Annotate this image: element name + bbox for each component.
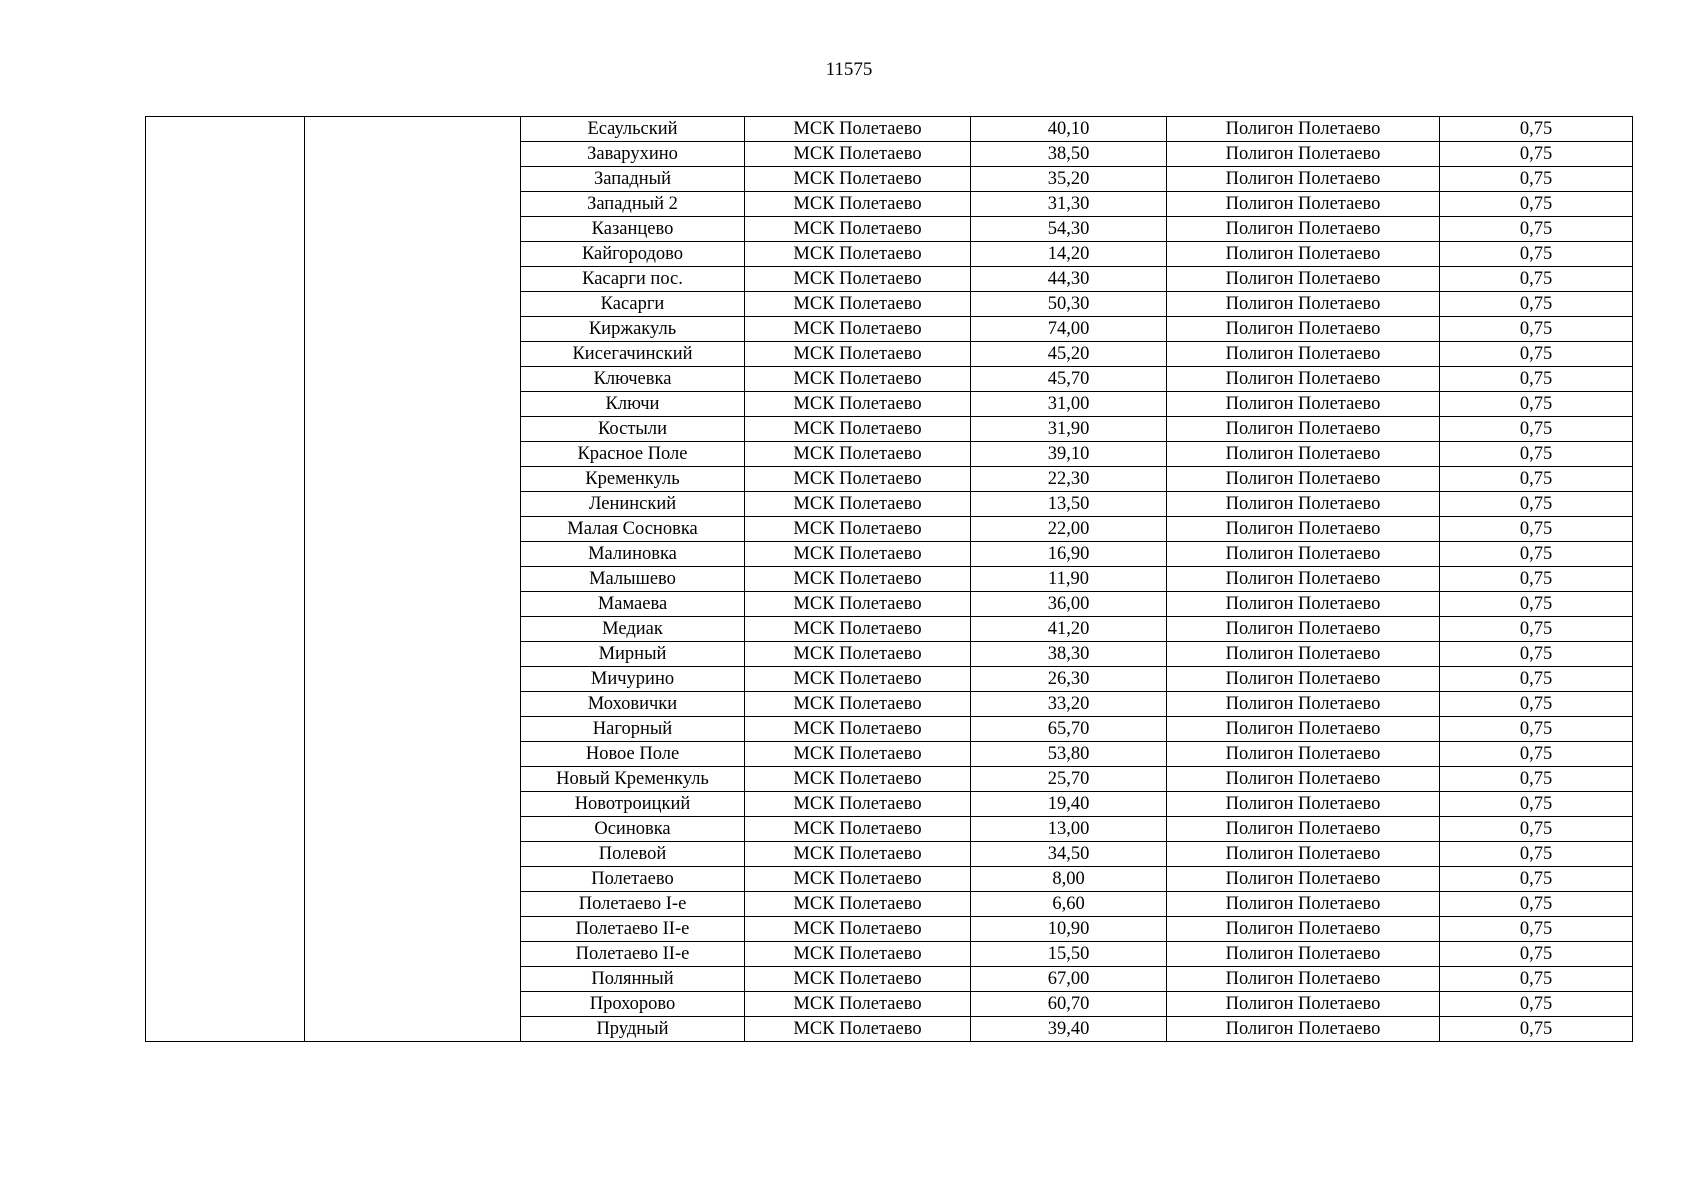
settlement-cell: Полетаево (521, 867, 745, 892)
coefficient-cell: 0,75 (1440, 767, 1633, 792)
settlement-cell: Кайгородово (521, 242, 745, 267)
source-cell: МСК Полетаево (745, 517, 971, 542)
coefficient-cell: 0,75 (1440, 467, 1633, 492)
destination-cell: Полигон Полетаево (1167, 917, 1440, 942)
distance-cell: 41,20 (971, 617, 1167, 642)
destination-cell: Полигон Полетаево (1167, 942, 1440, 967)
coefficient-cell: 0,75 (1440, 192, 1633, 217)
source-cell: МСК Полетаево (745, 892, 971, 917)
settlement-cell: Полянный (521, 967, 745, 992)
distance-cell: 13,50 (971, 492, 1167, 517)
destination-cell: Полигон Полетаево (1167, 667, 1440, 692)
source-cell: МСК Полетаево (745, 392, 971, 417)
source-cell: МСК Полетаево (745, 1017, 971, 1042)
settlement-cell: Касарги пос. (521, 267, 745, 292)
coefficient-cell: 0,75 (1440, 842, 1633, 867)
settlement-cell: Полетаево II-е (521, 917, 745, 942)
destination-cell: Полигон Полетаево (1167, 767, 1440, 792)
destination-cell: Полигон Полетаево (1167, 717, 1440, 742)
source-cell: МСК Полетаево (745, 842, 971, 867)
source-cell: МСК Полетаево (745, 667, 971, 692)
source-cell: МСК Полетаево (745, 417, 971, 442)
destination-cell: Полигон Полетаево (1167, 617, 1440, 642)
destination-cell: Полигон Полетаево (1167, 817, 1440, 842)
source-cell: МСК Полетаево (745, 217, 971, 242)
distance-cell: 11,90 (971, 567, 1167, 592)
source-cell: МСК Полетаево (745, 292, 971, 317)
distance-cell: 16,90 (971, 542, 1167, 567)
destination-cell: Полигон Полетаево (1167, 642, 1440, 667)
destination-cell: Полигон Полетаево (1167, 1017, 1440, 1042)
settlement-cell: Есаульский (521, 117, 745, 142)
coefficient-cell: 0,75 (1440, 867, 1633, 892)
distance-cell: 45,20 (971, 342, 1167, 367)
coefficient-cell: 0,75 (1440, 967, 1633, 992)
settlement-cell: Осиновка (521, 817, 745, 842)
coefficient-cell: 0,75 (1440, 292, 1633, 317)
settlement-cell: Прудный (521, 1017, 745, 1042)
settlement-cell: Красное Поле (521, 442, 745, 467)
distance-cell: 6,60 (971, 892, 1167, 917)
source-cell: МСК Полетаево (745, 742, 971, 767)
destination-cell: Полигон Полетаево (1167, 517, 1440, 542)
coefficient-cell: 0,75 (1440, 1017, 1633, 1042)
coefficient-cell: 0,75 (1440, 217, 1633, 242)
source-cell: МСК Полетаево (745, 967, 971, 992)
distance-cell: 22,30 (971, 467, 1167, 492)
coefficient-cell: 0,75 (1440, 717, 1633, 742)
destination-cell: Полигон Полетаево (1167, 967, 1440, 992)
coefficient-cell: 0,75 (1440, 317, 1633, 342)
settlement-cell: Мамаева (521, 592, 745, 617)
settlement-cell: Полетаево I-е (521, 892, 745, 917)
distance-cell: 50,30 (971, 292, 1167, 317)
destination-cell: Полигон Полетаево (1167, 117, 1440, 142)
destination-cell: Полигон Полетаево (1167, 592, 1440, 617)
coefficient-cell: 0,75 (1440, 242, 1633, 267)
source-cell: МСК Полетаево (745, 717, 971, 742)
source-cell: МСК Полетаево (745, 342, 971, 367)
coefficient-cell: 0,75 (1440, 567, 1633, 592)
coefficient-cell: 0,75 (1440, 692, 1633, 717)
coefficient-cell: 0,75 (1440, 517, 1633, 542)
coefficient-cell: 0,75 (1440, 342, 1633, 367)
settlement-cell: Моховички (521, 692, 745, 717)
coefficient-cell: 0,75 (1440, 892, 1633, 917)
coefficient-cell: 0,75 (1440, 267, 1633, 292)
distance-cell: 40,10 (971, 117, 1167, 142)
coefficient-cell: 0,75 (1440, 117, 1633, 142)
settlement-cell: Полетаево II-е (521, 942, 745, 967)
distance-cell: 39,40 (971, 1017, 1167, 1042)
settlement-cell: Малышево (521, 567, 745, 592)
destination-cell: Полигон Полетаево (1167, 742, 1440, 767)
destination-cell: Полигон Полетаево (1167, 442, 1440, 467)
source-cell: МСК Полетаево (745, 442, 971, 467)
settlement-cell: Кисегачинский (521, 342, 745, 367)
distance-cell: 39,10 (971, 442, 1167, 467)
source-cell: МСК Полетаево (745, 142, 971, 167)
settlement-cell: Касарги (521, 292, 745, 317)
source-cell: МСК Полетаево (745, 542, 971, 567)
source-cell: МСК Полетаево (745, 267, 971, 292)
source-cell: МСК Полетаево (745, 617, 971, 642)
source-cell: МСК Полетаево (745, 792, 971, 817)
source-cell: МСК Полетаево (745, 317, 971, 342)
coefficient-cell: 0,75 (1440, 942, 1633, 967)
settlement-cell: Казанцево (521, 217, 745, 242)
coefficient-cell: 0,75 (1440, 992, 1633, 1017)
distance-cell: 45,70 (971, 367, 1167, 392)
page-number: 11575 (825, 59, 873, 80)
settlement-cell: Западный (521, 167, 745, 192)
destination-cell: Полигон Полетаево (1167, 317, 1440, 342)
settlement-cell: Ключи (521, 392, 745, 417)
coefficient-cell: 0,75 (1440, 817, 1633, 842)
source-cell: МСК Полетаево (745, 942, 971, 967)
source-cell: МСК Полетаево (745, 117, 971, 142)
source-cell: МСК Полетаево (745, 817, 971, 842)
distance-cell: 8,00 (971, 867, 1167, 892)
coefficient-cell: 0,75 (1440, 742, 1633, 767)
distance-cell: 44,30 (971, 267, 1167, 292)
settlement-cell: Прохорово (521, 992, 745, 1017)
distance-cell: 36,00 (971, 592, 1167, 617)
distance-cell: 33,20 (971, 692, 1167, 717)
source-cell: МСК Полетаево (745, 992, 971, 1017)
coefficient-cell: 0,75 (1440, 417, 1633, 442)
destination-cell: Полигон Полетаево (1167, 492, 1440, 517)
distance-cell: 67,00 (971, 967, 1167, 992)
settlement-cell: Киржакуль (521, 317, 745, 342)
settlement-cell: Полевой (521, 842, 745, 867)
distance-cell: 38,30 (971, 642, 1167, 667)
distance-cell: 13,00 (971, 817, 1167, 842)
destination-cell: Полигон Полетаево (1167, 692, 1440, 717)
data-table (145, 116, 1633, 1042)
distance-cell: 15,50 (971, 942, 1167, 967)
destination-cell: Полигон Полетаево (1167, 142, 1440, 167)
coefficient-cell: 0,75 (1440, 442, 1633, 467)
merged-empty-cell-1 (146, 117, 305, 1042)
distance-cell: 31,30 (971, 192, 1167, 217)
destination-cell: Полигон Полетаево (1167, 192, 1440, 217)
distance-cell: 74,00 (971, 317, 1167, 342)
settlement-cell: Ключевка (521, 367, 745, 392)
settlement-cell: Заварухино (521, 142, 745, 167)
destination-cell: Полигон Полетаево (1167, 342, 1440, 367)
source-cell: МСК Полетаево (745, 917, 971, 942)
coefficient-cell: 0,75 (1440, 792, 1633, 817)
distance-cell: 10,90 (971, 917, 1167, 942)
settlement-cell: Западный 2 (521, 192, 745, 217)
source-cell: МСК Полетаево (745, 467, 971, 492)
distance-cell: 14,20 (971, 242, 1167, 267)
distance-cell: 60,70 (971, 992, 1167, 1017)
source-cell: МСК Полетаево (745, 367, 971, 392)
destination-cell: Полигон Полетаево (1167, 292, 1440, 317)
destination-cell: Полигон Полетаево (1167, 792, 1440, 817)
coefficient-cell: 0,75 (1440, 667, 1633, 692)
distance-cell: 38,50 (971, 142, 1167, 167)
source-cell: МСК Полетаево (745, 592, 971, 617)
source-cell: МСК Полетаево (745, 642, 971, 667)
distance-cell: 22,00 (971, 517, 1167, 542)
destination-cell: Полигон Полетаево (1167, 392, 1440, 417)
distance-cell: 26,30 (971, 667, 1167, 692)
destination-cell: Полигон Полетаево (1167, 567, 1440, 592)
distance-cell: 35,20 (971, 167, 1167, 192)
settlement-cell: Новое Поле (521, 742, 745, 767)
settlement-cell: Медиак (521, 617, 745, 642)
coefficient-cell: 0,75 (1440, 492, 1633, 517)
settlement-cell: Кременкуль (521, 467, 745, 492)
table-row (146, 117, 1633, 142)
coefficient-cell: 0,75 (1440, 617, 1633, 642)
source-cell: МСК Полетаево (745, 492, 971, 517)
destination-cell: Полигон Полетаево (1167, 167, 1440, 192)
coefficient-cell: 0,75 (1440, 917, 1633, 942)
source-cell: МСК Полетаево (745, 767, 971, 792)
source-cell: МСК Полетаево (745, 192, 971, 217)
source-cell: МСК Полетаево (745, 867, 971, 892)
settlement-cell: Ленинский (521, 492, 745, 517)
destination-cell: Полигон Полетаево (1167, 367, 1440, 392)
destination-cell: Полигон Полетаево (1167, 267, 1440, 292)
distance-cell: 19,40 (971, 792, 1167, 817)
destination-cell: Полигон Полетаево (1167, 467, 1440, 492)
coefficient-cell: 0,75 (1440, 367, 1633, 392)
destination-cell: Полигон Полетаево (1167, 417, 1440, 442)
destination-cell: Полигон Полетаево (1167, 542, 1440, 567)
settlement-cell: Новотроицкий (521, 792, 745, 817)
settlement-cell: Мирный (521, 642, 745, 667)
destination-cell: Полигон Полетаево (1167, 992, 1440, 1017)
coefficient-cell: 0,75 (1440, 592, 1633, 617)
destination-cell: Полигон Полетаево (1167, 842, 1440, 867)
coefficient-cell: 0,75 (1440, 542, 1633, 567)
settlement-cell: Нагорный (521, 717, 745, 742)
settlement-cell: Костыли (521, 417, 745, 442)
source-cell: МСК Полетаево (745, 242, 971, 267)
distance-cell: 31,00 (971, 392, 1167, 417)
distance-cell: 53,80 (971, 742, 1167, 767)
settlement-cell: Мичурино (521, 667, 745, 692)
distance-cell: 65,70 (971, 717, 1167, 742)
source-cell: МСК Полетаево (745, 567, 971, 592)
coefficient-cell: 0,75 (1440, 392, 1633, 417)
destination-cell: Полигон Полетаево (1167, 867, 1440, 892)
distance-cell: 54,30 (971, 217, 1167, 242)
distance-cell: 31,90 (971, 417, 1167, 442)
distance-cell: 25,70 (971, 767, 1167, 792)
table-body (146, 117, 1633, 1042)
source-cell: МСК Полетаево (745, 167, 971, 192)
coefficient-cell: 0,75 (1440, 167, 1633, 192)
destination-cell: Полигон Полетаево (1167, 242, 1440, 267)
destination-cell: Полигон Полетаево (1167, 892, 1440, 917)
settlement-cell: Малая Сосновка (521, 517, 745, 542)
distance-cell: 34,50 (971, 842, 1167, 867)
merged-empty-cell-2 (305, 117, 521, 1042)
coefficient-cell: 0,75 (1440, 642, 1633, 667)
coefficient-cell: 0,75 (1440, 142, 1633, 167)
settlement-cell: Новый Кременкуль (521, 767, 745, 792)
settlement-cell: Малиновка (521, 542, 745, 567)
destination-cell: Полигон Полетаево (1167, 217, 1440, 242)
source-cell: МСК Полетаево (745, 692, 971, 717)
